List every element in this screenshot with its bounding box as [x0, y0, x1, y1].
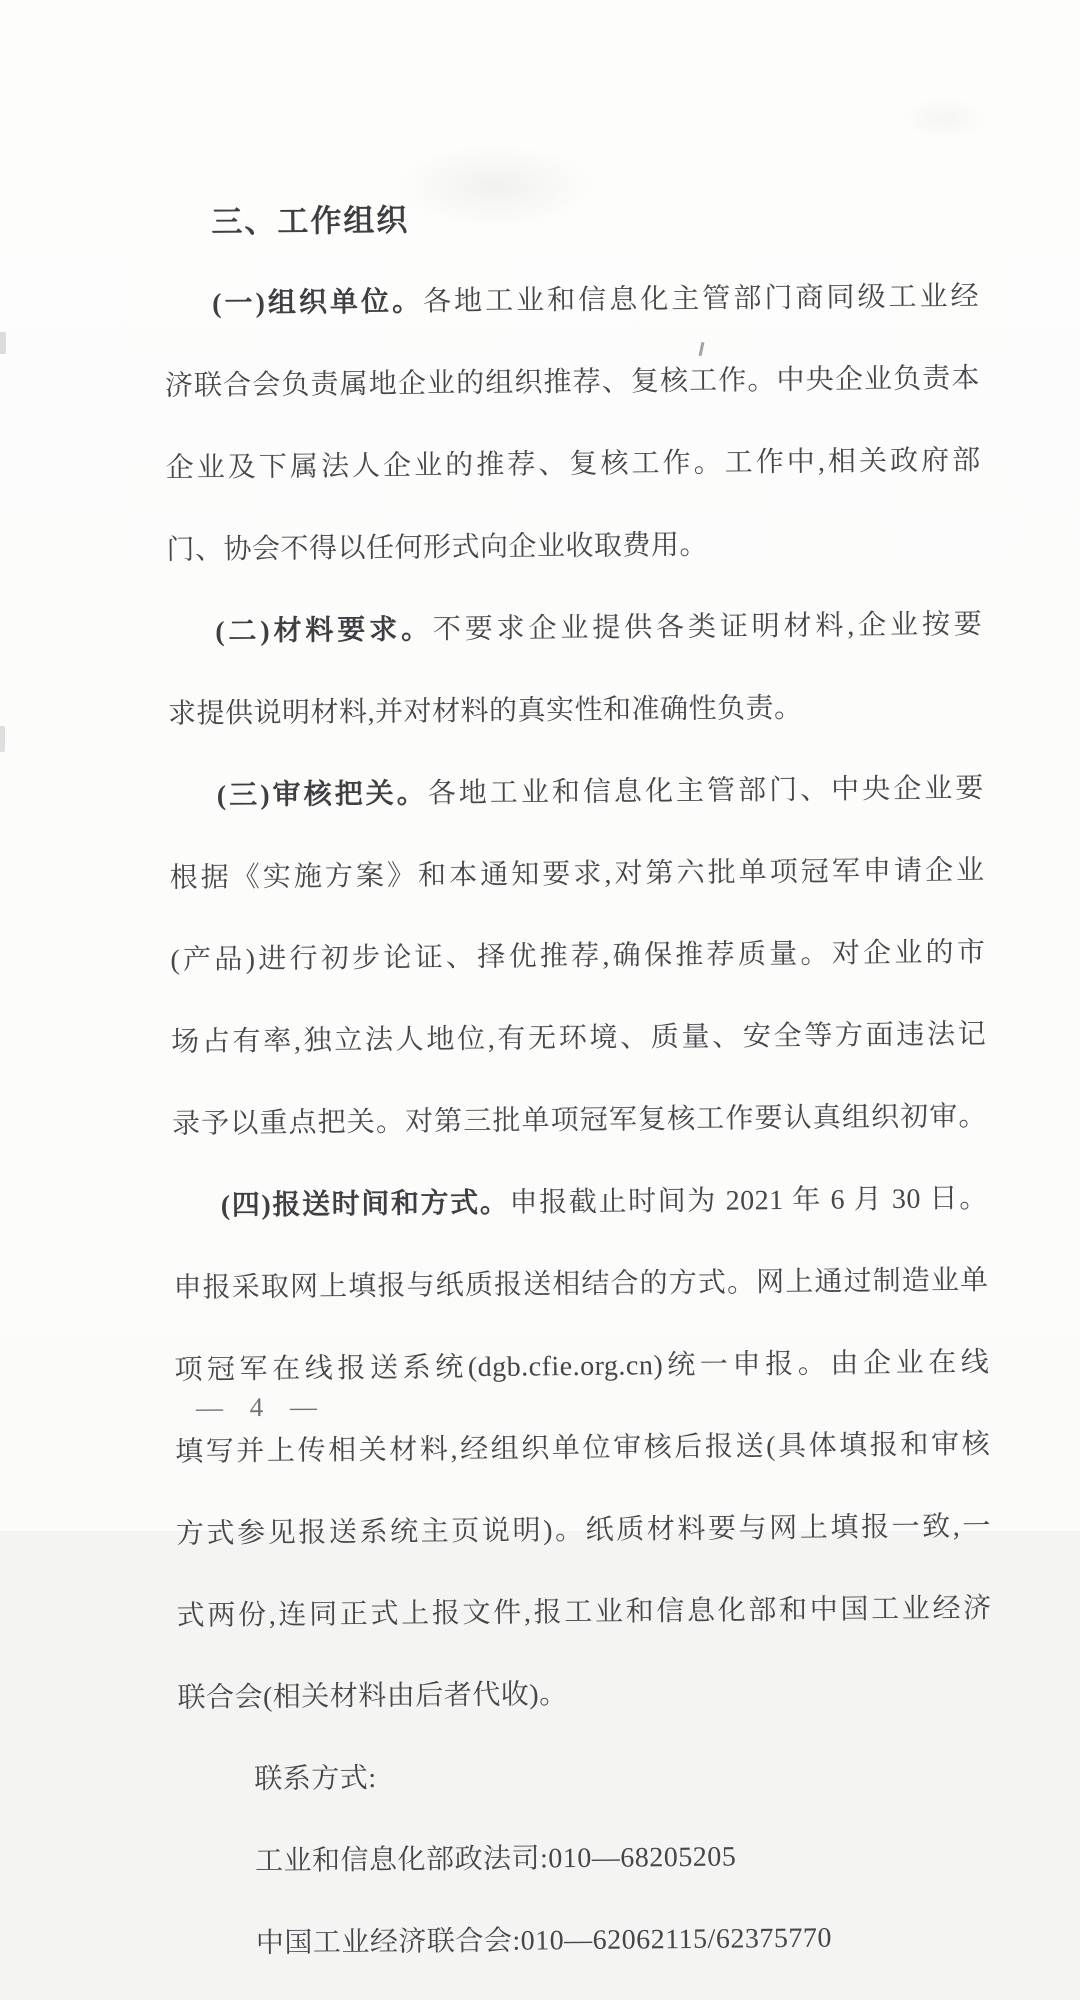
paragraph-line: 填写并上传相关材料,经组织单位审核后报送(具体填报和审核 [175, 1429, 991, 1468]
paragraph-line: 企业及下属法人企业的推荐、复核工作。工作中,相关政府部 [165, 445, 981, 484]
paragraph-lead: (二)材料要求。 [215, 614, 434, 648]
paragraph-line: 联合会(相关材料由后者代收)。 [177, 1679, 568, 1714]
paragraph-lead: (三)审核把关。 [216, 778, 428, 812]
paragraph-line: 济联合会负责属地企业的组织推荐、复核工作。中央企业负责本 [164, 363, 981, 402]
paragraph-line [173, 1172, 988, 1234]
paragraph-line [169, 762, 984, 824]
paragraph-line: (产品)进行初步论证、择优推荐,确保推荐质量。对企业的市 [170, 937, 986, 976]
paragraph-line: 申报采取网上填报与纸质报送相结合的方式。网上通过制造业单 [173, 1265, 989, 1304]
paragraph-line: 求提供说明材料,并对材料的真实性和准确性负责。 [167, 692, 803, 730]
scan-artifact-edge [0, 726, 5, 752]
paragraph-line: 场占有率,独立法人地位,有无环境、质量、安全等方面违法记 [171, 1019, 987, 1058]
contact-line-miit: 工业和信息化部政法司:010—68205205 [254, 1841, 737, 1878]
paragraph-text: 不要求企业提供各类证明材料,企业按要 [432, 609, 983, 646]
document-body [163, 188, 995, 2000]
contact-label: 联系方式: [254, 1762, 377, 1796]
paragraph-line: 式两份,连同正式上报文件,报工业和信息化部和中国工业经济 [176, 1593, 992, 1632]
paragraph-text: 各地工业和信息化主管部门、中央企业要 [427, 773, 984, 810]
paragraph-line: 项冠军在线报送系统(dgb.cfie.org.cn)统一申报。由企业在线 [174, 1347, 990, 1386]
paragraph-line: 方式参见报送系统主页说明)。纸质材料要与网上填报一致,一 [175, 1511, 992, 1550]
paragraph-line: 录予以重点把关。对第三批单项冠军复核工作要认真组织初审。 [171, 1101, 988, 1140]
page-number: — 4 — [195, 1391, 328, 1423]
contact-line-cfie: 中国工业经济联合会:010—62062115/62375770 [255, 1922, 833, 1960]
paragraph-text: 申报截止时间为 2021 年 6 月 30 日。 [509, 1183, 988, 1219]
paragraph-line: 根据《实施方案》和本通知要求,对第六批单项冠军申请企业 [169, 855, 985, 894]
paragraph-lead: (一)组织单位。 [211, 286, 424, 320]
paragraph-line [167, 598, 982, 660]
paragraph-line: 门、协会不得以任何形式向企业收取费用。 [166, 529, 709, 566]
paragraph-line [164, 270, 979, 332]
paragraph-text: 各地工业和信息化主管部门商同级工业经 [422, 281, 980, 318]
paragraph-lead: (四)报送时间和方式。 [220, 1187, 510, 1222]
scan-artifact-edge [0, 332, 6, 354]
section-heading: 三、工作组织 [211, 202, 410, 240]
